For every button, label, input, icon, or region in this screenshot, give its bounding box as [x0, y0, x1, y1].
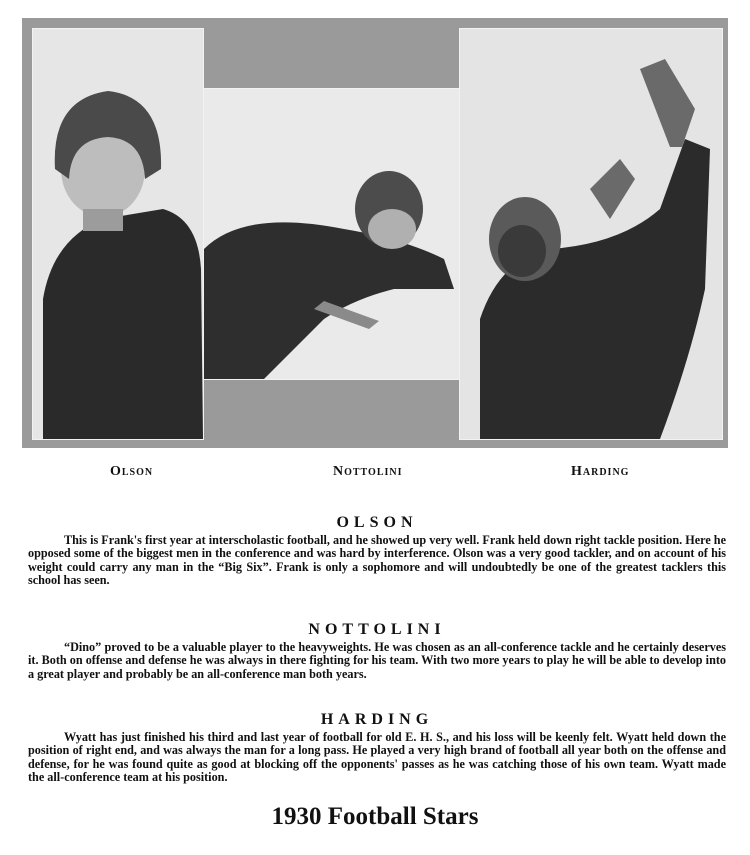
section-heading: HARDING — [320, 711, 434, 728]
olson-photo — [32, 28, 204, 440]
harding-portrait-image — [460, 29, 722, 439]
caption-nottolini: Nottolini — [333, 464, 403, 479]
section-olson — [28, 514, 726, 588]
nottolini-photo — [203, 88, 460, 380]
section-harding — [28, 711, 726, 785]
section-heading: NOTTOLINI — [308, 621, 446, 638]
page-title: 1930 Football Stars — [271, 803, 479, 830]
olson-portrait-image — [33, 29, 203, 439]
section-heading: OLSON — [336, 514, 418, 531]
photo-panel — [22, 18, 728, 448]
section-text: Wyatt has just finished his third and last year of football for old E. H. S., and his loss will be keenly felt. Wyatt held down the position of right end, and was always the man for a long pass. He played a very high brand of football all year both on the offense and defense, for he was found quite as good at blocking off the opponents' passes as he was catching those of his own team. Wyatt made the all-conference team at his position. — [28, 730, 726, 785]
nottolini-portrait-image — [204, 89, 459, 379]
section-nottolini — [28, 621, 726, 681]
section-text: This is Frank's first year at interscholastic football, and he showed up very well. Frank held down right tackle position. Here he opposed some of the biggest men in the conference and was hard by interference. Olson was a very good tackler, and on account of his weight could carry any man in the “Big Six”. Frank is only a sophomore and will undoubtedly be one of the greatest tacklers this school has seen. — [28, 533, 726, 588]
caption-olson: Olson — [110, 464, 154, 479]
caption-harding: Harding — [571, 464, 630, 479]
section-text: “Dino” proved to be a valuable player to the heavyweights. He was chosen as an all-conference tackle and he certainly deserves it. Both on offense and defense he was always in there fighting for his team. With two more years to play he will be able to develop into a great player and probably be an all-conference man both years. — [28, 640, 726, 681]
harding-photo — [459, 28, 723, 440]
